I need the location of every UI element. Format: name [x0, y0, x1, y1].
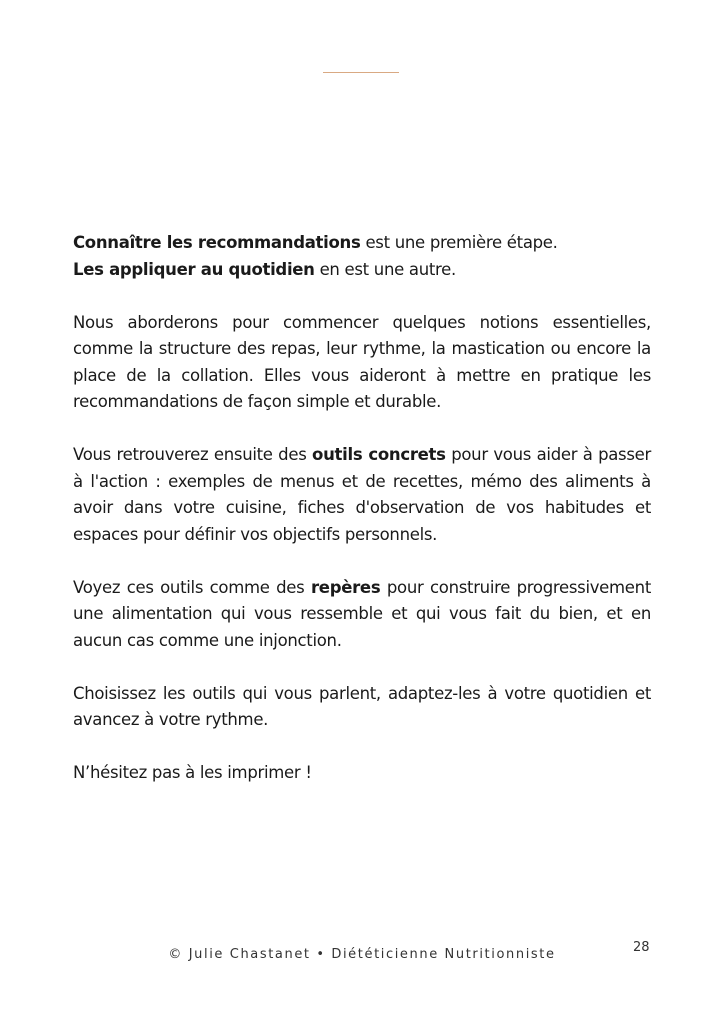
paragraph-reperes-before: Voyez ces outils comme des — [73, 577, 311, 597]
intro-line1-rest: est une première étape. — [360, 233, 558, 252]
paragraph-outils-after: pour vous aider à passer à l'action : exemples de menus et de recettes, mémo des aliments à avoir dans votre cuisine, fiches d'observation de vos habitudes et espaces pour définir vos objectifs personnels. — [73, 445, 651, 544]
paragraph-outils-before: Vous retrouverez ensuite des — [73, 445, 313, 464]
paragraph-outils-bold: outils concrets — [312, 445, 446, 464]
paragraph-choisissez: Choisissez les outils qui vous parlent, adaptez-les à votre quotidien et avancez à votre rythme. — [73, 683, 651, 729]
page-body — [73, 230, 651, 813]
paragraph-notions: Nous aborderons pour commencer quelques notions essentielles, comme la structure des repas, leur rythme, la mastication ou encore la place de la collation. Elles vous aideront à mettre en pratique les recommandations de façon simple et durable. — [73, 312, 651, 411]
intro-line2-bold: Les appliquer au quotidien — [73, 259, 315, 279]
paragraph-reperes-after: pour construire progressivement une alimentation qui vous ressemble et qui vous fait du bien, et en aucun cas comme une injonction. — [73, 577, 651, 650]
page-number: 28 — [633, 940, 650, 955]
top-decorative-rule — [323, 72, 399, 73]
paragraph-reperes — [73, 575, 651, 655]
intro-line1-bold: Connaître les recommandations — [73, 233, 361, 252]
footer-credit: © Julie Chastanet • Diététicienne Nutritionniste — [168, 947, 556, 962]
paragraph-reperes-bold: repères — [310, 577, 381, 597]
intro-paragraph — [73, 230, 651, 283]
intro-line2-rest: en est une autre. — [314, 259, 456, 279]
paragraph-outils — [73, 442, 651, 548]
paragraph-imprimer: N’hésitez pas à les imprimer ! — [73, 763, 312, 782]
